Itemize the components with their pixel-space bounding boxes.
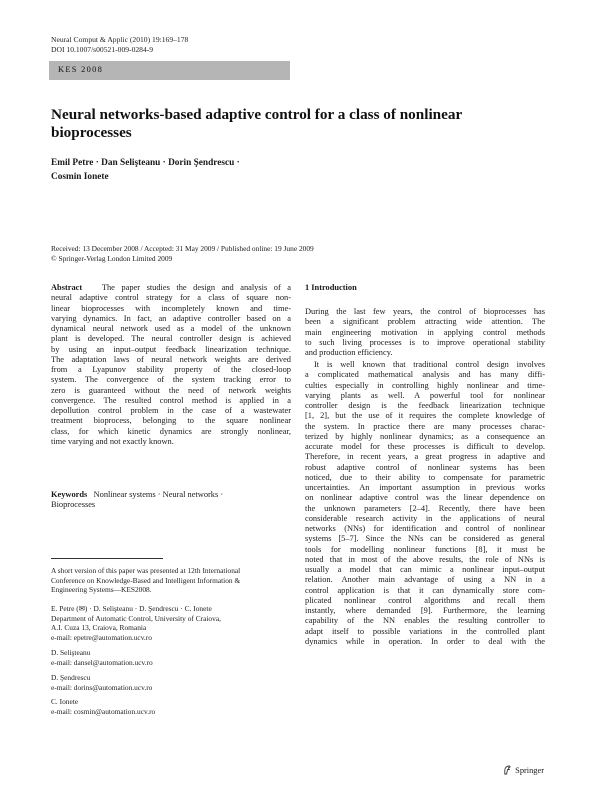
body-line: adapt itself to possible variations in the controlled plant <box>305 626 545 636</box>
affiliation-block <box>51 673 291 692</box>
footnote-rule <box>51 558 163 559</box>
author-line: Cosmin Ionete <box>51 172 109 182</box>
abstract <box>51 283 291 447</box>
body-line: dynamics while in operation. In order to deal with the <box>305 636 545 646</box>
body-line: Therefore, in recent years, a great progress in adaptive and <box>305 452 545 462</box>
body-line: on nonlinear adaptive control was the linear dependence on <box>305 493 545 503</box>
footnote-line: Engineering Systems—KES2008. <box>51 585 152 595</box>
publisher-logo <box>503 765 544 775</box>
body-line: instantly, where demanded [9]. Furthermore, the learning <box>305 606 545 615</box>
section-heading: 1 Introduction <box>305 283 357 292</box>
abstract-line: treatment bioprocess, belonging to the square nonlinear <box>51 416 291 426</box>
body-line: noted that in most of the above results, the role of NNs is <box>305 554 545 564</box>
intro-paragraph-2 <box>305 360 545 647</box>
body-line: noticed, due to their ability to compensate for parametric <box>305 472 545 482</box>
body-line: and production efficiency. <box>305 348 393 357</box>
abstract-line: depollution control problem in the case of a wastewater <box>51 406 291 415</box>
keywords-line: Bioprocesses <box>51 500 96 510</box>
title-line: Neural networks-based adaptive control for a class of nonlinear <box>51 106 463 123</box>
conference-footnote <box>51 566 291 595</box>
keywords <box>51 490 291 511</box>
email-line: e-mail: epetre@automation.ucv.ro <box>51 632 152 642</box>
abstract-line: system. The convergence of the system tracking error to <box>51 375 291 385</box>
abstract-line: class, for which kinetic dynamics are strongly nonlinear, <box>51 426 291 436</box>
body-line: uncertainties. An important assumption in previous works <box>305 483 545 492</box>
affiliation-line: Department of Automatic Control, University of Craiova, <box>51 613 221 623</box>
email-line: e-mail: dorins@automation.ucv.ro <box>51 682 153 692</box>
abstract-line: neural adaptive control strategy for a class of square non- <box>51 293 291 303</box>
body-line: accurate model for these processes is difficult to develop. <box>305 442 545 451</box>
abstract-line: Abstract The paper studies the design and analysis of a <box>51 283 291 292</box>
author-list <box>51 156 311 184</box>
author-line: Emil Petre · Dan Selişteanu · Dorin Şendrescu · <box>51 158 240 168</box>
body-line: control application is that it can dynamically store com- <box>305 585 545 595</box>
abstract-label: Abstract <box>51 283 83 292</box>
conference-label: KES 2008 <box>58 65 104 74</box>
paper-title <box>51 106 521 142</box>
body-line: systems [5–7]. Since the NNs can be considered as general <box>305 534 545 544</box>
publication-dates <box>51 244 451 264</box>
body-line: tools for modelling nonlinear functions [8], it must be <box>305 544 545 554</box>
abstract-line: The adaptation laws of neural network weights are derived <box>51 354 291 364</box>
email-line: e-mail: dansel@automation.ucv.ro <box>51 657 153 667</box>
body-line: plicated nonlinear control algorithms and recall them <box>305 595 545 605</box>
journal-citation: Neural Comput & Applic (2010) 19:169–178 <box>51 35 189 44</box>
history-line: Received: 13 December 2008 / Accepted: 31 May 2009 / Published online: 19 June 2009 <box>51 244 314 253</box>
keywords-label: Keywords <box>51 490 88 499</box>
affiliation-line: A.I. Cuza 13, Craiova, Romania <box>51 623 147 633</box>
abstract-line: convergence. The resulted control method is applied in a <box>51 395 291 405</box>
footnote-line: Conference on Knowledge-Based and Intelligent Information & <box>51 575 241 585</box>
email-line: e-mail: cosmin@automation.ucv.ro <box>51 706 156 716</box>
copyright-line: © Springer-Verlag London Limited 2009 <box>51 254 173 263</box>
body-line: robust adaptive control of nonlinear systems has been <box>305 462 545 472</box>
abstract-line: zero is guaranteed without the need of network weights <box>51 385 291 395</box>
body-line: main engineering motivation in applying control methods <box>305 327 545 337</box>
doi-line: DOI 10.1007/s00521-009-0284-9 <box>51 45 154 54</box>
body-line: During the last few years, the control of bioprocesses has <box>305 307 545 316</box>
abstract-line: by using an input–output feedback linearization technique. <box>51 344 291 354</box>
springer-horse-icon <box>503 765 512 775</box>
body-line: been a significant problem attracting wide attention. The <box>305 317 545 327</box>
affiliation-block <box>51 697 291 716</box>
intro-paragraph-1 <box>305 307 545 358</box>
footnote-line: A short version of this paper was presented at 12th International <box>51 566 241 575</box>
affiliation-line: C. Ionete <box>51 697 79 706</box>
abstract-line: plant is developed. The neural controller design is achieved <box>51 334 291 344</box>
body-line: considerable research activity in the applications of neural <box>305 513 545 523</box>
body-line: capability of the NN enables the resulting controller to <box>305 616 545 626</box>
body-line: a complicated mathematical analysis and has many diffi- <box>305 370 545 380</box>
body-line: to such living processes is to improve operational stability <box>305 337 545 347</box>
abstract-line: from a Lyapunov stability property of the closed-loop <box>51 365 291 374</box>
abstract-line: time varying and not exactly known. <box>51 436 174 446</box>
abstract-line: dynamical neural network used as a model of the unknown <box>51 324 291 333</box>
abstract-line: varying dynamics. In fact, an adaptive controller based on a <box>51 313 291 323</box>
body-line: culties especially in controlling highly nonlinear and time- <box>305 380 545 390</box>
body-line: controller design is the feedback linearization technique <box>305 401 545 410</box>
body-line: [1, 2], but the use of it requires the complete knowledge of <box>305 411 545 421</box>
abstract-line: linear bioprocesses with incompletely known and time- <box>51 303 291 313</box>
body-line: networks (NNs) for identification and control of nonlinear <box>305 524 545 533</box>
affiliation-line: D. Şendrescu <box>51 673 91 682</box>
title-line: bioprocesses <box>51 124 132 141</box>
affiliation-line: E. Petre (✉) · D. Selişteanu · D. Şendrescu · C. Ionete <box>51 604 212 613</box>
body-line: It is well known that traditional control design involves <box>314 360 545 369</box>
body-line: varying plants as well. A powerful tool for nonlinear <box>305 390 545 400</box>
body-line: the system. In practice there are many processes charac- <box>305 421 545 431</box>
body-line: the unknown parameters [2–4]. Recently, there have been <box>305 503 545 513</box>
conference-band <box>49 61 290 80</box>
body-line: terized by highly nonlinear dynamics; as a consequence an <box>305 431 545 441</box>
affiliation-line: D. Selişteanu <box>51 648 91 657</box>
body-line: usually a model that can mimic a nonlinear input–output <box>305 565 545 574</box>
body-line: relation. Another main advantage of using a NN in a <box>305 575 545 585</box>
affiliation-block <box>51 604 291 642</box>
keywords-line: Keywords Nonlinear systems · Neural networks · <box>51 490 224 499</box>
publisher-name: Springer <box>515 765 544 775</box>
affiliation-block <box>51 648 291 667</box>
